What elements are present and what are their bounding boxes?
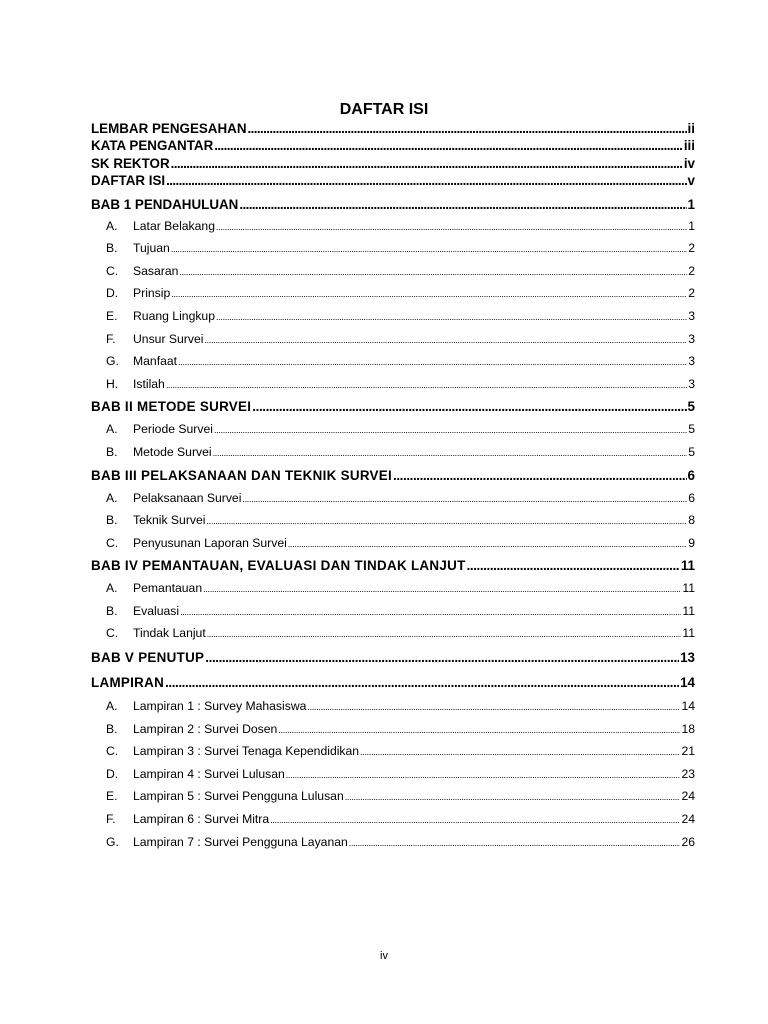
dot-leader [360, 741, 680, 763]
item-label: Penyusunan Laporan Survei [133, 535, 287, 550]
toc-entry-sk-rektor[interactable] [91, 155, 695, 172]
item-page: 24 [681, 812, 695, 827]
item-letter: A. [106, 581, 118, 596]
item-page: 3 [688, 354, 695, 369]
item-label: Lampiran 1 : Survey Mahasiswa [133, 699, 307, 714]
item-letter: B. [106, 241, 118, 256]
item-label: Metode Survei [133, 444, 212, 459]
chapter-number: BAB IV [91, 558, 139, 574]
item-label: Tujuan [133, 241, 170, 256]
dot-leader [349, 832, 681, 854]
item-letter: A. [106, 422, 118, 437]
item-letter: B. [106, 721, 118, 736]
dot-leader [207, 623, 682, 645]
dot-leader [171, 155, 683, 172]
item-letter: G. [106, 354, 119, 369]
item-letter: B. [106, 513, 118, 528]
toc-item[interactable] [91, 532, 695, 555]
item-letter: C. [106, 535, 119, 550]
item-page: 3 [688, 308, 695, 323]
toc-entry-lembar-pengesahan[interactable] [91, 120, 695, 137]
toc-item[interactable] [91, 695, 695, 718]
dot-leader [166, 172, 686, 189]
chapter-title: PENUTUP [138, 650, 205, 666]
dot-leader [166, 374, 687, 396]
item-label: Istilah [133, 376, 165, 391]
toc-item[interactable] [91, 509, 695, 532]
toc-item[interactable] [91, 282, 695, 305]
toc-entry-daftar-isi[interactable] [91, 172, 695, 189]
item-letter: A. [106, 218, 118, 233]
toc-item[interactable] [91, 600, 695, 623]
item-letter: D. [106, 286, 119, 301]
dot-leader [179, 261, 687, 283]
item-label: Lampiran 7 : Survei Pengguna Layanan [133, 834, 348, 849]
toc-appendix[interactable] [91, 671, 695, 695]
appendix-page: 14 [680, 675, 695, 691]
item-letter: H. [106, 376, 119, 391]
item-label: Teknik Survei [133, 513, 206, 528]
toc-item[interactable] [91, 260, 695, 283]
toc-entry-label: DAFTAR ISI [91, 173, 166, 189]
dot-leader [216, 216, 687, 238]
dot-leader [204, 329, 687, 351]
chapter-title: PELAKSANAAN DAN TEKNIK SURVEI [141, 467, 393, 483]
item-label: Pemantauan [133, 581, 203, 596]
item-page: 11 [682, 581, 695, 596]
toc-entry-page: v [687, 173, 695, 189]
item-letter: C. [106, 263, 119, 278]
chapter-page: 11 [680, 558, 695, 574]
item-page: 18 [681, 721, 695, 736]
item-page: 11 [682, 626, 695, 641]
chapter-page: 6 [687, 467, 695, 483]
dot-leader [345, 786, 681, 808]
dot-leader [248, 120, 687, 137]
dot-leader [180, 601, 681, 623]
item-page: 2 [688, 241, 695, 256]
toc-entry-page: ii [687, 121, 695, 136]
item-page: 3 [688, 376, 695, 391]
dot-leader [393, 464, 687, 487]
toc-item[interactable] [91, 808, 695, 831]
item-letter: B. [106, 603, 118, 618]
item-page: 5 [688, 444, 695, 459]
item-label: Manfaat [133, 354, 178, 369]
dot-leader [214, 137, 683, 154]
toc-entry-kata-pengantar[interactable] [91, 137, 695, 154]
toc-item[interactable] [91, 215, 695, 238]
toc-entry-label: SK REKTOR [91, 155, 170, 171]
dot-leader [278, 719, 680, 741]
toc-entry-page: iii [683, 138, 695, 154]
item-letter: B. [106, 444, 118, 459]
dot-leader [242, 488, 687, 510]
toc-item[interactable] [91, 237, 695, 260]
item-page: 26 [681, 834, 695, 849]
item-letter: F. [106, 331, 116, 346]
toc-item[interactable] [91, 622, 695, 645]
chapter-number: BAB V [91, 650, 135, 666]
item-label: Lampiran 6 : Survei Mitra [133, 812, 270, 827]
item-page: 11 [682, 603, 695, 618]
item-label: Evaluasi [133, 603, 180, 618]
toc-item[interactable] [91, 577, 695, 600]
dot-leader [307, 696, 680, 718]
dot-leader [206, 510, 687, 532]
chapter-title: METODE SURVEI [137, 399, 252, 415]
dot-leader [252, 395, 686, 418]
toc-entry-label: KATA PENGANTAR [91, 138, 214, 154]
toc-chapter-4[interactable] [91, 554, 695, 577]
table-of-contents [91, 120, 695, 853]
item-label: Lampiran 4 : Survei Lulusan [133, 766, 285, 781]
item-page: 1 [688, 218, 695, 233]
dot-leader [171, 283, 687, 305]
toc-chapter-3[interactable] [91, 464, 695, 487]
item-page: 3 [688, 331, 695, 346]
toc-item[interactable] [91, 441, 695, 464]
dot-leader [165, 671, 679, 695]
item-page: 2 [688, 286, 695, 301]
item-letter: C. [106, 744, 119, 759]
item-label: Latar Belakang [133, 218, 215, 233]
toc-entry-page: iv [683, 155, 695, 171]
chapter-page: 5 [687, 399, 695, 415]
chapter-page: 13 [680, 650, 695, 666]
item-label: Tindak Lanjut [133, 626, 206, 641]
item-letter: A. [106, 699, 118, 714]
dot-leader [286, 764, 681, 786]
dot-leader [270, 809, 680, 831]
item-label: Ruang Lingkup [133, 308, 215, 323]
item-page: 24 [681, 789, 695, 804]
chapter-number: BAB III [91, 467, 137, 483]
item-page: 21 [681, 744, 695, 759]
item-label: Unsur Survei [133, 331, 204, 346]
page-number: iv [380, 950, 388, 962]
item-label: Lampiran 3 : Survei Tenaga Kependidikan [133, 744, 360, 759]
toc-item[interactable] [91, 831, 695, 854]
item-page: 14 [681, 699, 695, 714]
item-letter: D. [106, 766, 119, 781]
item-page: 2 [688, 263, 695, 278]
toc-item[interactable] [91, 718, 695, 741]
dot-leader [203, 578, 681, 600]
item-page: 23 [681, 766, 695, 781]
toc-item[interactable] [91, 373, 695, 396]
toc-item[interactable] [91, 785, 695, 808]
dot-leader [288, 533, 687, 555]
toc-item[interactable] [91, 487, 695, 510]
dot-leader [213, 442, 688, 464]
item-label: Prinsip [133, 286, 171, 301]
toc-item[interactable] [91, 328, 695, 351]
toc-item[interactable] [91, 740, 695, 763]
item-page: 6 [688, 490, 695, 505]
chapter-title: PENDAHULUAN [134, 196, 239, 212]
item-letter: C. [106, 626, 119, 641]
dot-leader [178, 351, 687, 373]
toc-item[interactable] [91, 305, 695, 328]
dot-leader [467, 554, 680, 577]
toc-chapter-1[interactable] [91, 194, 695, 215]
toc-chapter-5[interactable] [91, 645, 695, 671]
dot-leader [171, 238, 687, 260]
toc-chapter-2[interactable] [91, 395, 695, 418]
item-label: Lampiran 5 : Survei Pengguna Lulusan [133, 789, 344, 804]
toc-item[interactable] [91, 418, 695, 441]
item-label: Sasaran [133, 263, 179, 278]
item-letter: G. [106, 834, 119, 849]
item-label: Periode Survei [133, 422, 213, 437]
item-page: 5 [688, 422, 695, 437]
dot-leader [214, 419, 687, 441]
dot-leader [216, 306, 687, 328]
chapter-page: 1 [687, 196, 695, 212]
item-page: 8 [688, 513, 695, 528]
dot-leader [239, 194, 686, 215]
page-title: DAFTAR ISI [339, 101, 429, 118]
item-label: Lampiran 2 : Survei Dosen [133, 721, 278, 736]
chapter-number: BAB 1 [91, 196, 132, 212]
appendix-title: LAMPIRAN [91, 675, 165, 691]
chapter-title: PEMANTAUAN, EVALUASI DAN TINDAK LANJUT [142, 558, 466, 574]
item-letter: E. [106, 308, 118, 323]
item-page: 9 [688, 535, 695, 550]
toc-item[interactable] [91, 763, 695, 786]
item-letter: F. [106, 812, 116, 827]
toc-entry-label: LEMBAR PENGESAHAN [91, 121, 247, 136]
item-label: Pelaksanaan Survei [133, 490, 242, 505]
chapter-number: BAB II [91, 399, 133, 415]
item-letter: E. [106, 789, 118, 804]
dot-leader [205, 645, 679, 671]
item-letter: A. [106, 490, 118, 505]
toc-item[interactable] [91, 350, 695, 373]
